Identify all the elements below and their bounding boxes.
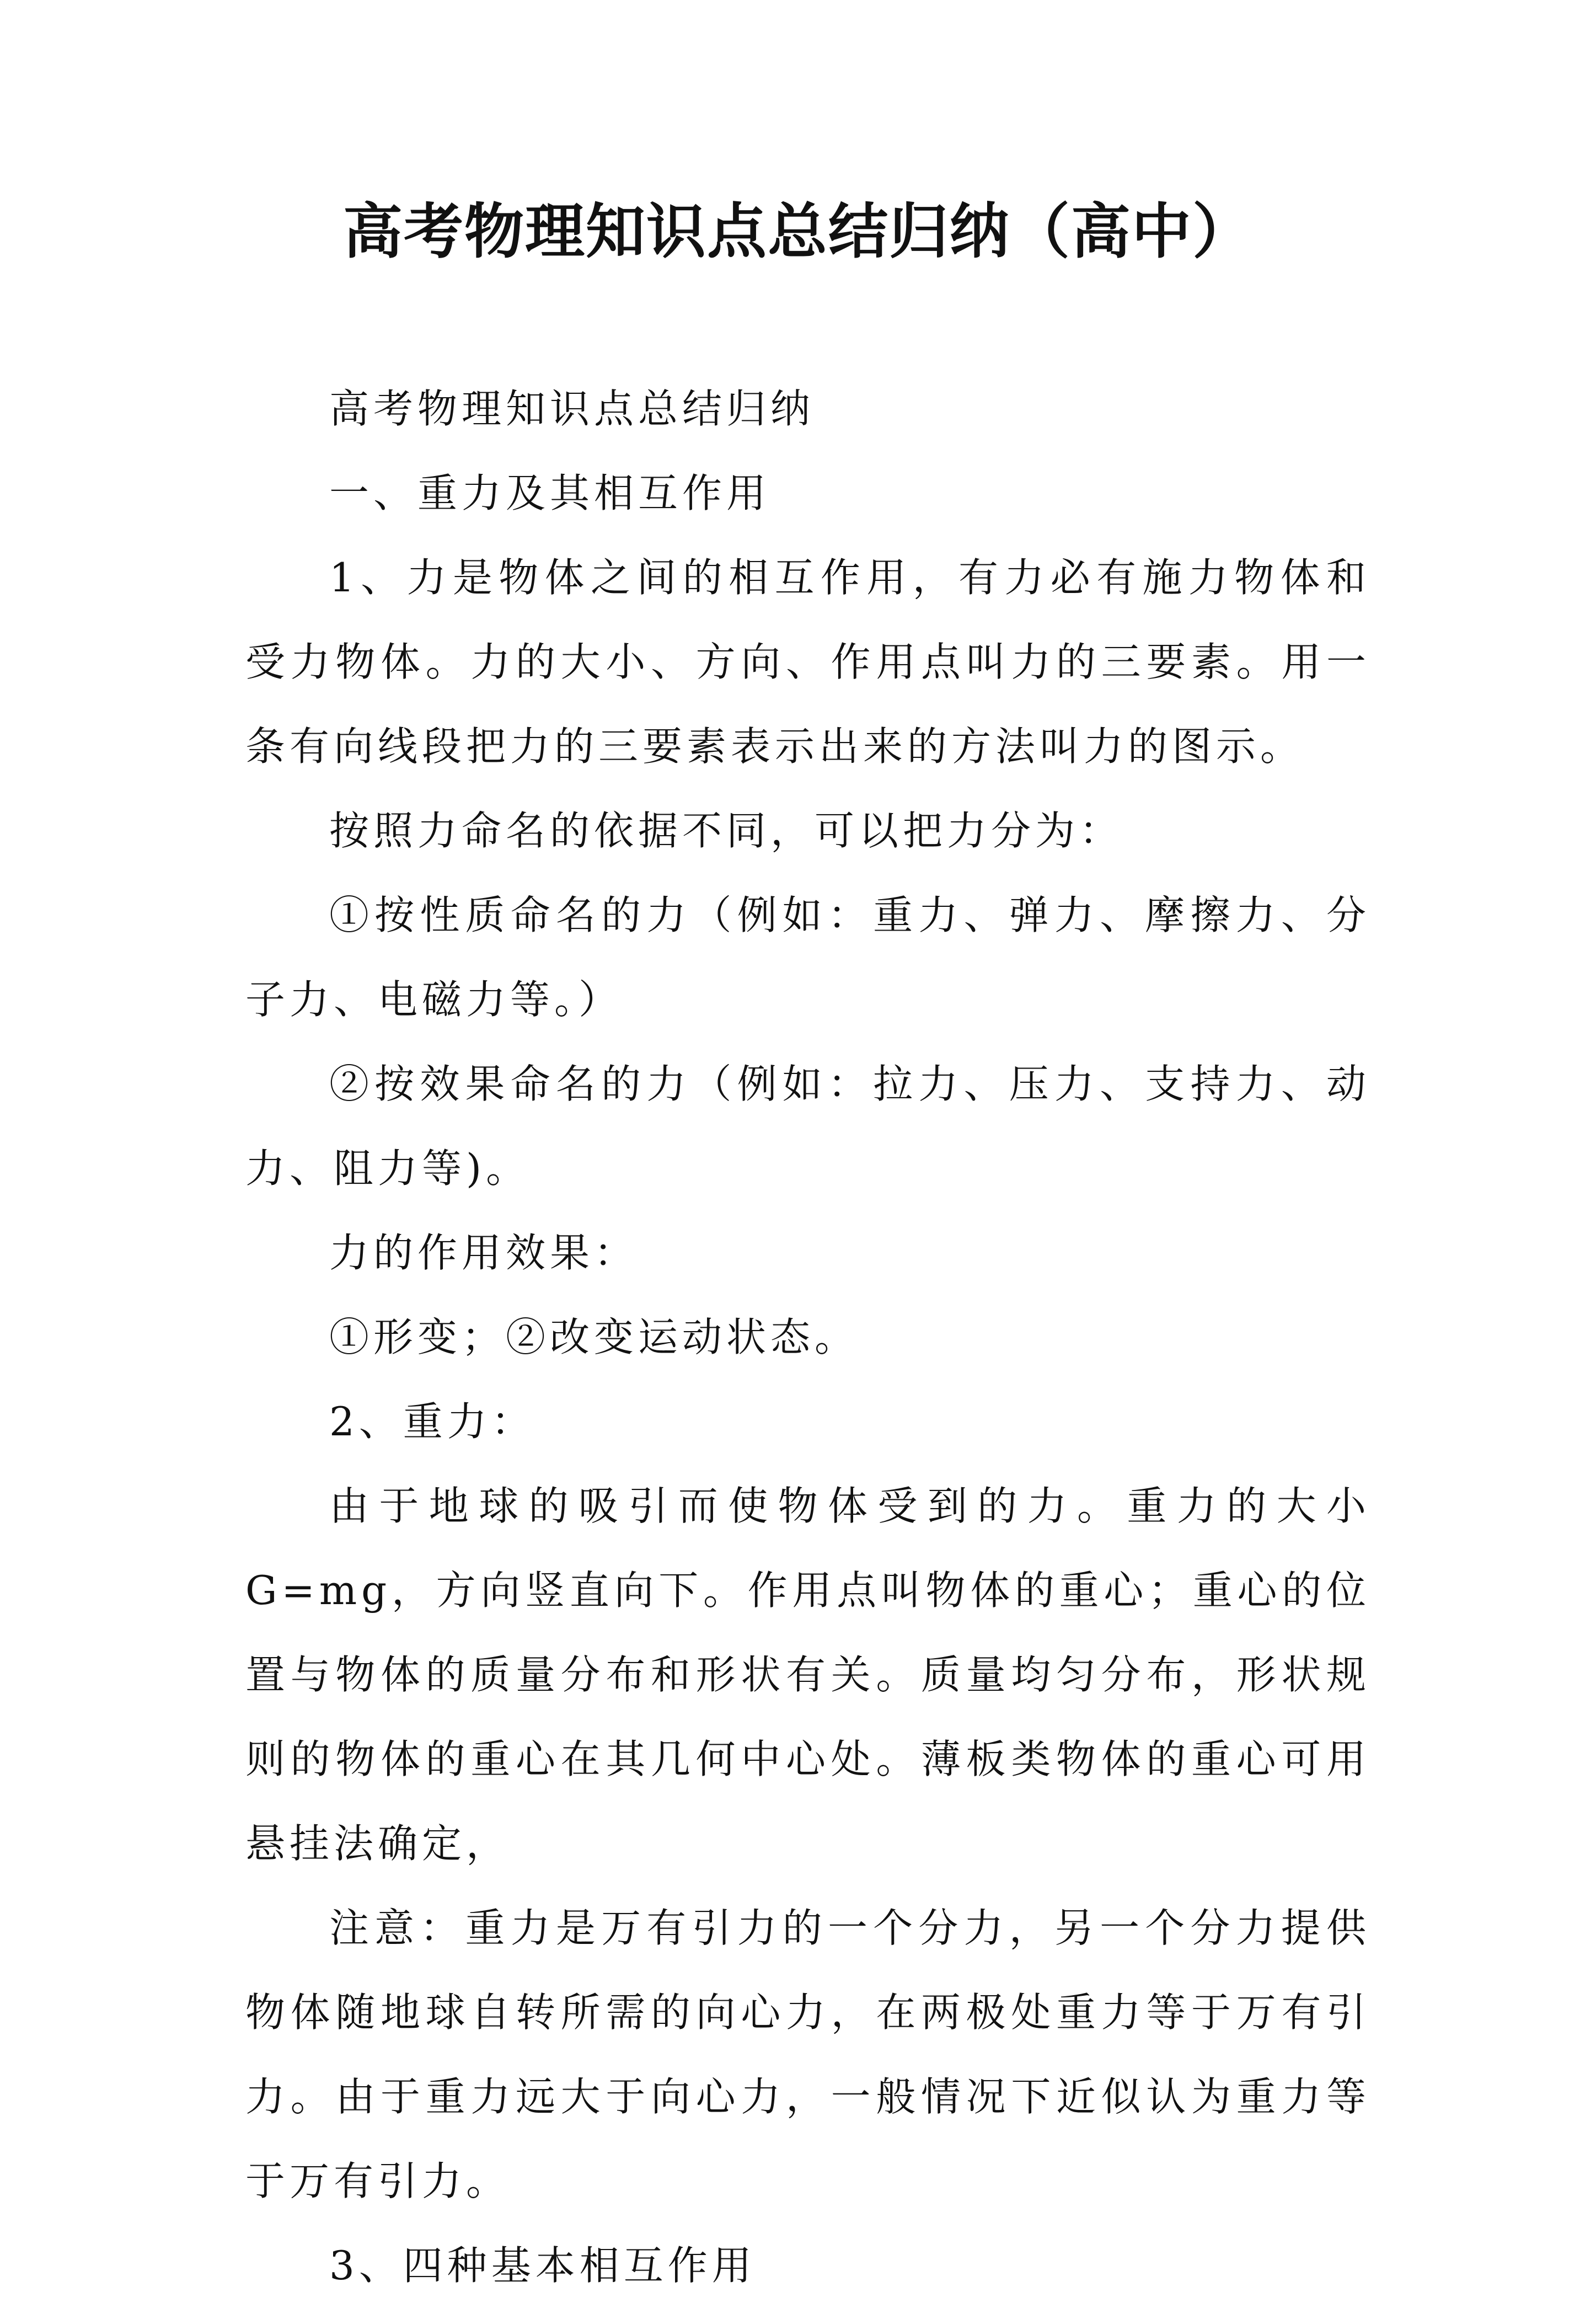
paragraph-by-effect: ②按效果命名的力（例如：拉力、压力、支持力、动力、阻力等)。 [245,1061,1370,1192]
paragraph-gravity-definition: 由于地球的吸引而使物体受到的力。重力的大小 G=mg，方向竖直向下。作用点叫物体的重心；重心的位置与物体的质量分布和形状有关。质量均匀分布，形状规则的物体的重心在其几何中心处。薄板类物体的重心可用悬挂法确定， [245,1483,1370,1867]
paragraph-force-classification: 按照力命名的依据不同，可以把力分为： [329,808,1124,854]
document-body [245,367,1370,2308]
paragraph-effects-list: ①形变；②改变运动状态。 [329,1314,859,1360]
paragraph-subtitle: 高考物理知识点总结归纳 [329,386,815,432]
paragraph-gravity-heading: 2、重力： [329,1398,535,1445]
paragraph-effects-heading: 力的作用效果： [329,1230,639,1276]
paragraph-gravity-note: 注意：重力是万有引力的一个分力，另一个分力提供物体随地球自转所需的向心力，在两极处重力等于万有引力。由于重力远大于向心力，一般情况下近似认为重力等于万有引力。 [245,1905,1370,2204]
paragraph-force-definition: 1、力是物体之间的相互作用，有力必有施力物体和受力物体。力的大小、方向、作用点叫力的三要素。用一条有向线段把力的三要素表示出来的方法叫力的图示。 [245,554,1370,770]
document-title: 高考物理知识点总结归纳（高中） [342,197,1253,266]
paragraph-section-heading: 一、重力及其相互作用 [329,470,771,516]
paragraph-four-interactions: 3、四种基本相互作用 [329,2242,756,2289]
paragraph-by-nature: ①按性质命名的力（例如：重力、弹力、摩擦力、分子力、电磁力等。） [245,892,1370,1023]
